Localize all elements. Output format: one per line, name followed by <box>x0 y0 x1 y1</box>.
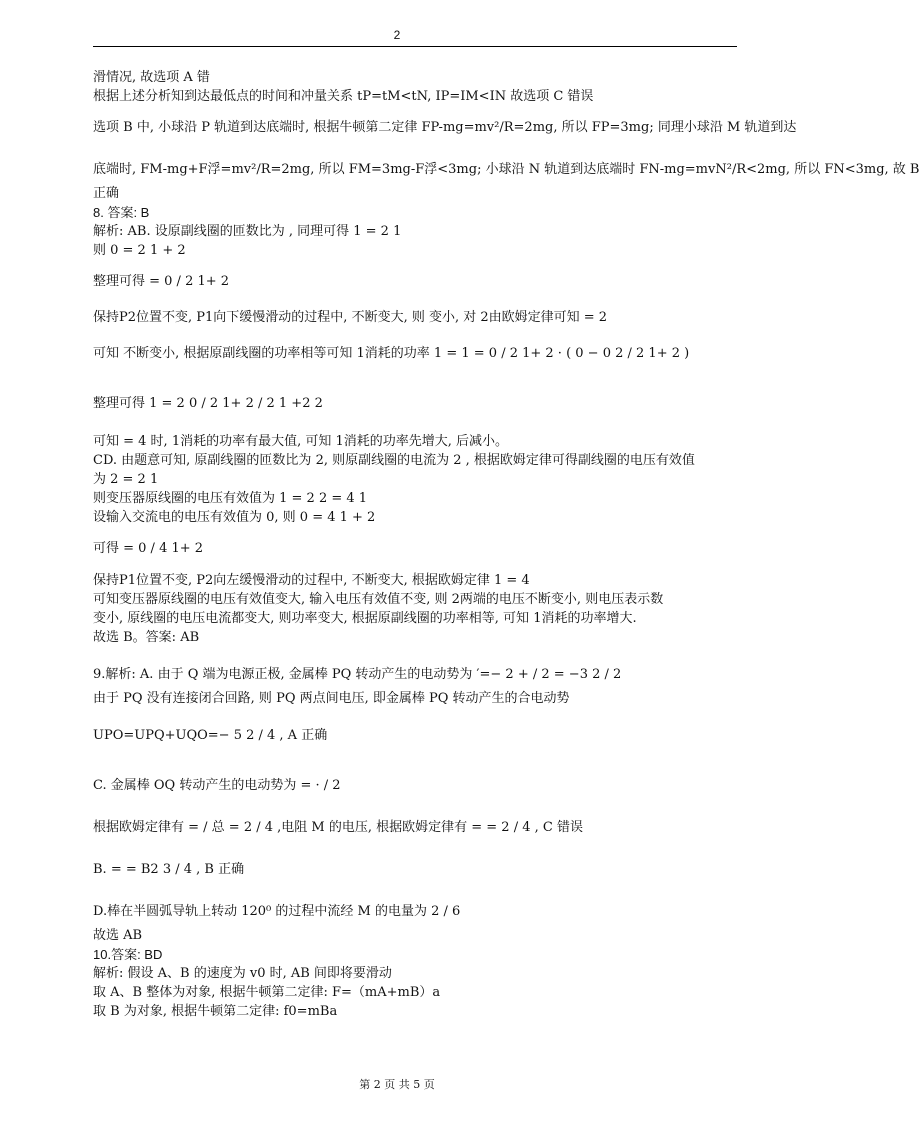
text-line: D.棒在半圆弧导轨上转动 120⁰ 的过程中流经 M 的电量为 2 / 6 <box>93 904 461 919</box>
footer-page-info: 第 2 页 共 5 页 <box>359 1078 435 1091</box>
text-line: 正确 <box>93 186 120 201</box>
text-line: CD. 由题意可知, 原副线圈的匝数比为 2, 则原副线圈的电流为 2 , 根据欧姆定律可得副线圈的电压有效值 <box>93 453 695 468</box>
text-line: 底端时, FM-mg+F浮=mv²/R=2mg, 所以 FM=3mg-F浮<3mg; 小球沿 N 轨道到达底端时 FN-mg=mvN²/R<2mg, 所以 FN<3mg, 故 B <box>93 162 919 177</box>
equation-line: 可得 = 0 / 4 1+ 2 <box>93 541 204 556</box>
text-line: 可知 = 4 时, 1消耗的功率有最大值, 可知 1消耗的功率先增大, 后减小。 <box>93 434 509 449</box>
equation-line: 根据欧姆定律有 = / 总 = 2 / 4 ,电阻 M 的电压, 根据欧姆定律有 = = 2 / 4 , C 错误 <box>93 820 583 835</box>
text-line: 9.解析: A. 由于 Q 端为电源正极, 金属棒 PQ 转动产生的电动势为 ′=− 2 + / 2 = −3 2 / 2 <box>93 667 622 682</box>
text-line: 取 B 为对象, 根据牛顿第二定律: f0=mBa <box>93 1004 338 1019</box>
text-line: 根据上述分析知到达最低点的时间和冲量关系 tP=tM<tN, IP=IM<IN 故选项 C 错误 <box>93 89 594 104</box>
equation-line: 可知 不断变小, 根据原副线圈的功率相等可知 1消耗的功率 1 = 1 = 0 / 2 1+ 2 · ( 0 − 0 2 / 2 1+ 2 ) <box>93 346 690 361</box>
equation-line: 整理可得 1 = 2 0 / 2 1+ 2 / 2 1 +2 2 <box>93 396 323 411</box>
equation-line: 整理可得 = 0 / 2 1+ 2 <box>93 274 230 289</box>
text-line: 取 A、B 整体为对象, 根据牛顿第二定律: F=（mA+mB）a <box>93 985 441 1000</box>
text-line: 保持P2位置不变, P1向下缓慢滑动的过程中, 不断变大, 则 变小, 对 2由欧姆定律可知 = 2 <box>93 310 608 325</box>
text-line: C. 金属棒 OQ 转动产生的电动势为 = · / 2 <box>93 778 341 793</box>
text-line: 变小, 原线圈的电压电流都变大, 则功率变大, 根据原副线圈的功率相等, 可知 1消耗的功率增大. <box>93 611 637 626</box>
header-divider <box>93 46 737 47</box>
text-line: 解析: 假设 A、B 的速度为 v0 时, AB 间即将要滑动 <box>93 966 392 981</box>
document-body <box>93 68 919 1021</box>
answer-heading: 10.答案: BD <box>93 947 163 962</box>
text-line: 解析: AB. 设原副线圈的匝数比为 , 同理可得 1 = 2 1 <box>93 224 402 239</box>
answer-heading: 8. 答案: B <box>93 205 150 220</box>
text-line: 由于 PQ 没有连接闭合回路, 则 PQ 两点间电压, 即金属棒 PQ 转动产生的合电动势 <box>93 691 570 706</box>
text-line: 可知变压器原线圈的电压有效值变大, 输入电压有效值不变, 则 2两端的电压不断变小, 则电压表示数 <box>93 592 664 607</box>
text-line: 设输入交流电的电压有效值为 0, 则 0 = 4 1 + 2 <box>93 510 376 525</box>
equation-line: UPO=UPQ+UQO=− 5 2 / 4 , A 正确 <box>93 728 328 743</box>
text-line: 保持P1位置不变, P2向左缓慢滑动的过程中, 不断变大, 根据欧姆定律 1 = 4 <box>93 573 530 588</box>
text-line: 选项 B 中, 小球沿 P 轨道到达底端时, 根据牛顿第二定律 FP-mg=mv²/R=2mg, 所以 FP=3mg; 同理小球沿 M 轨道到达 <box>93 120 797 135</box>
text-line: 则 0 = 2 1 + 2 <box>93 243 186 258</box>
text-line: 为 2 = 2 1 <box>93 472 159 487</box>
text-line: 故选 AB <box>93 928 143 943</box>
text-line: 故选 B。答案: AB <box>93 630 200 645</box>
text-line: 则变压器原线圈的电压有效值为 1 = 2 2 = 4 1 <box>93 491 368 506</box>
header-page-number: 2 <box>393 28 401 42</box>
equation-line: B. = = B2 3 / 4 , B 正确 <box>93 862 245 877</box>
text-line: 滑情况, 故选项 A 错 <box>93 70 210 85</box>
